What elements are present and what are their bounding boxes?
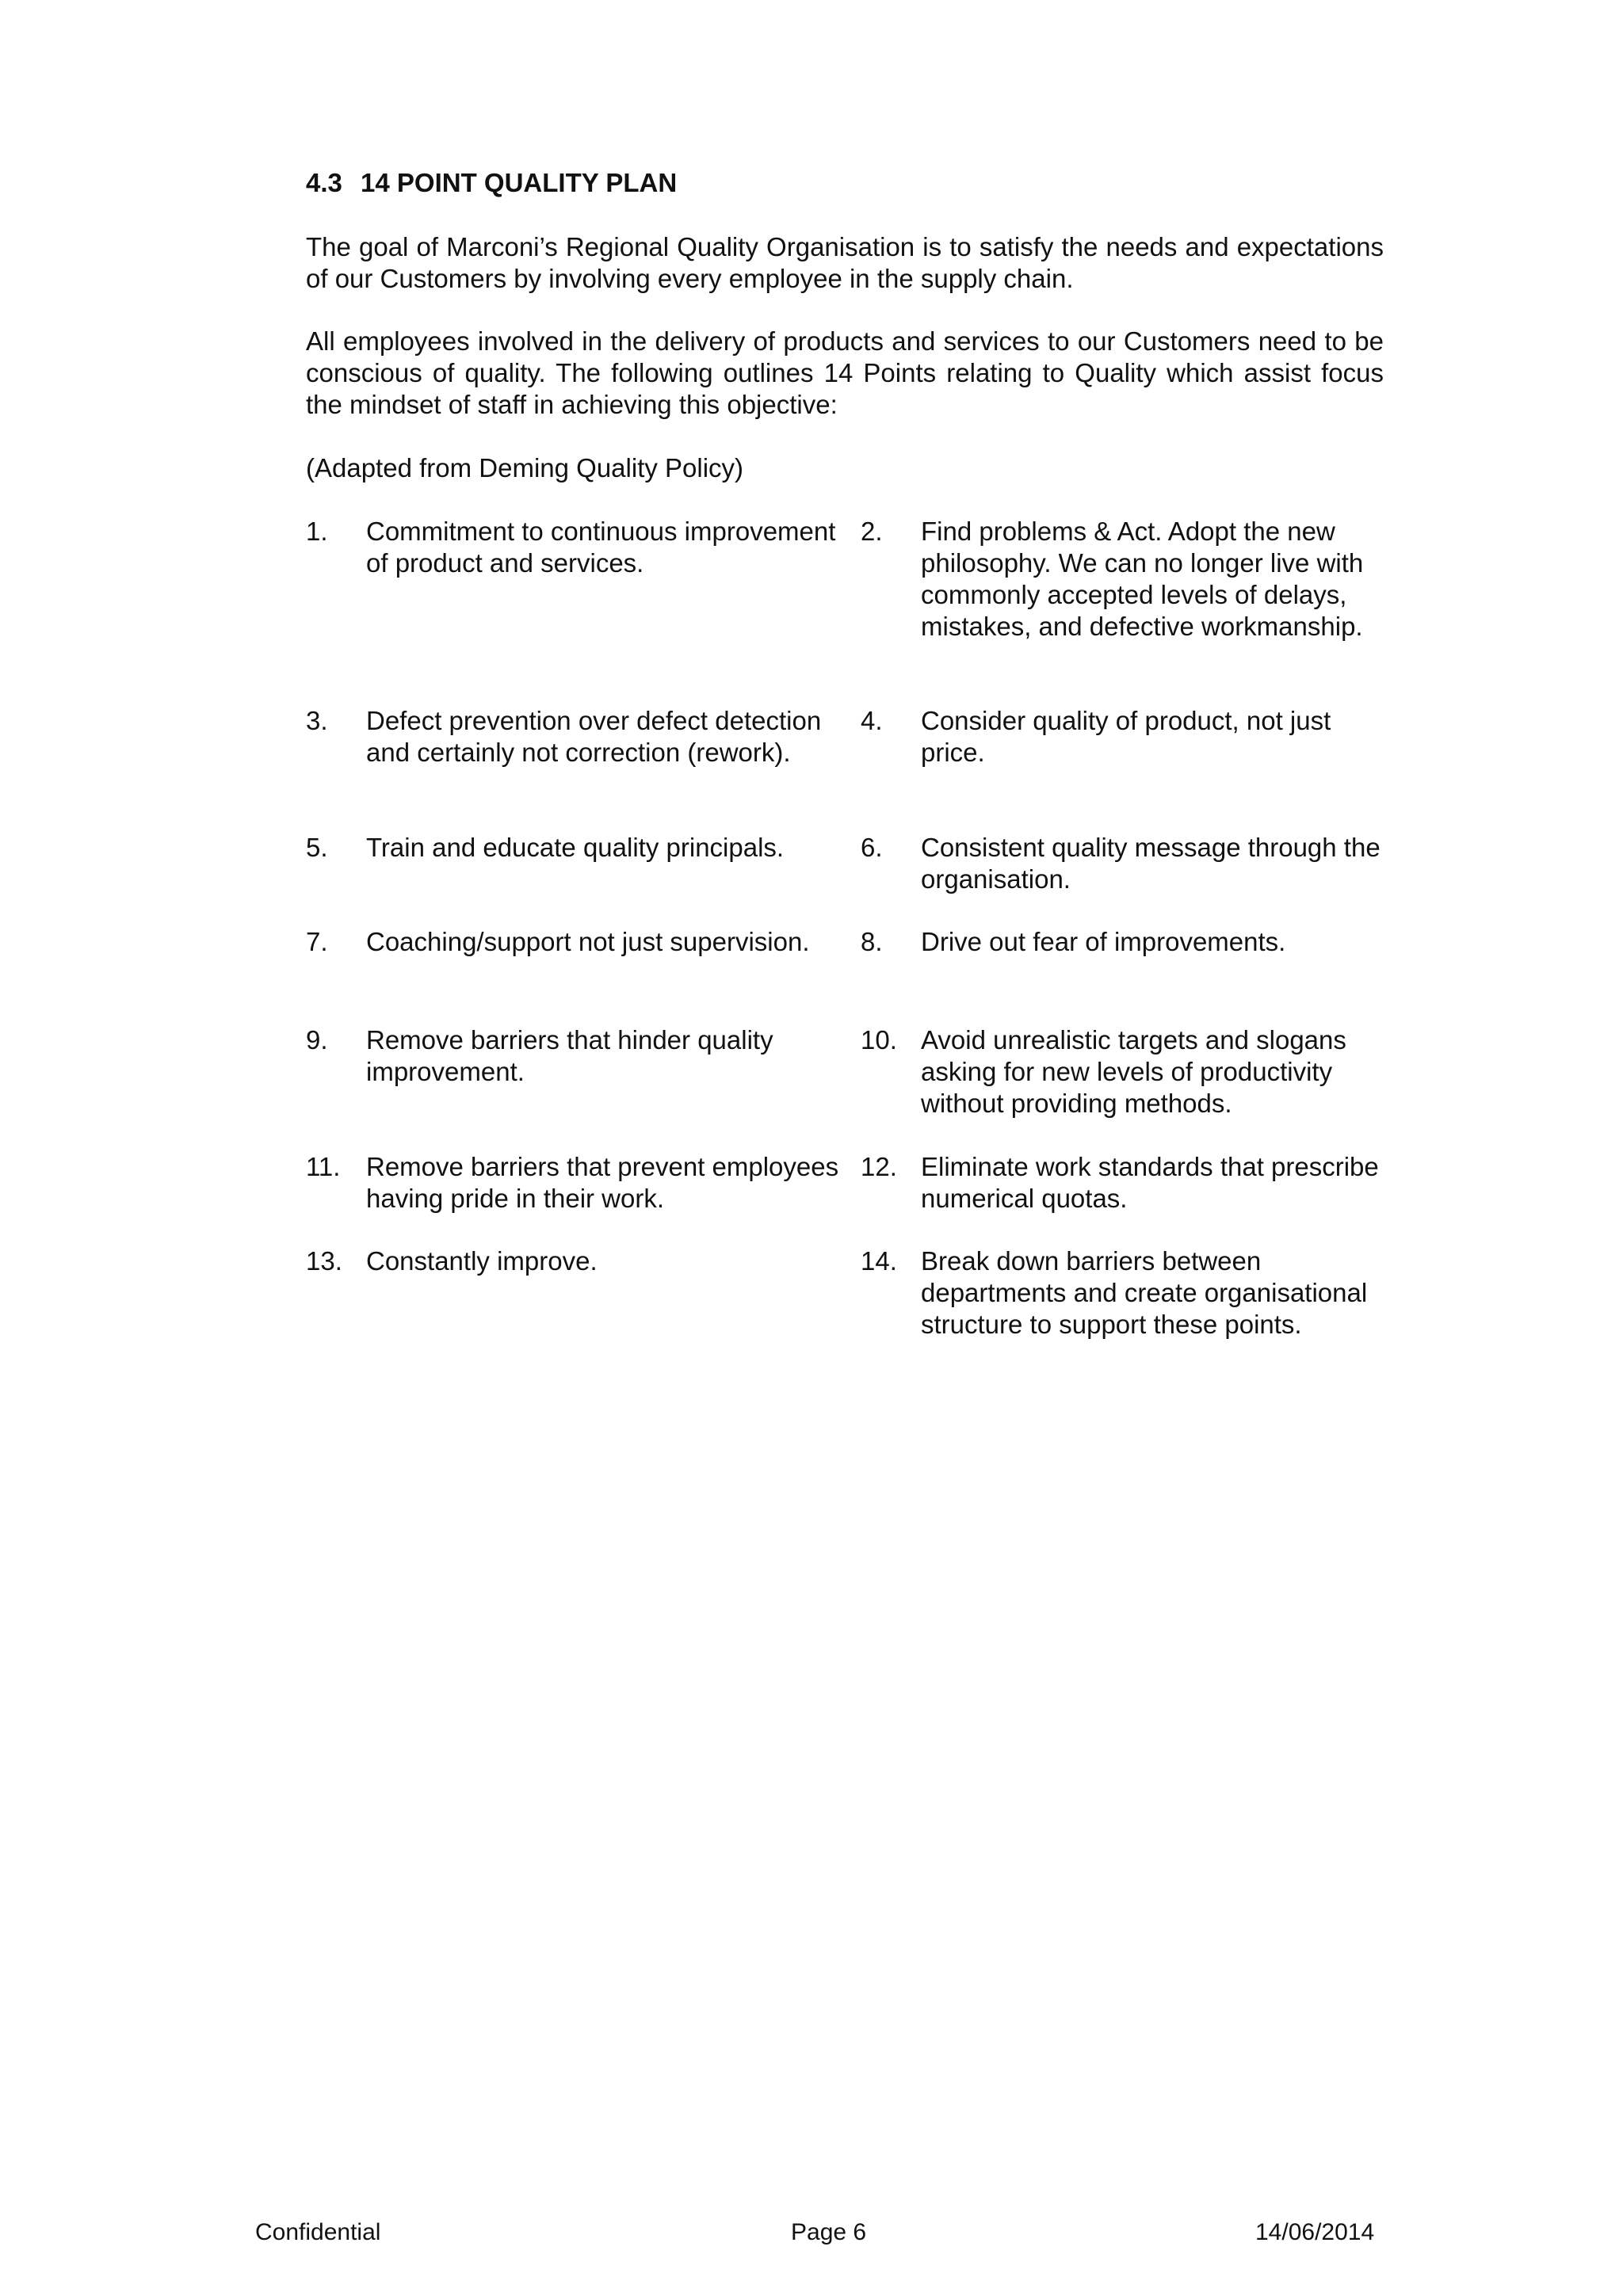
list-item-text: Defect prevention over defect detection and certainly not correction (rework). [366,706,822,767]
employees-paragraph: All employees involved in the delivery of products and services to our Customers need to be conscious of quality. The following outlines 14 Points relating to Quality which assist focus the mindset of staff in achieving this objective: [306,326,1384,419]
section-number: 4.3 [306,168,342,197]
list-item-text: Drive out fear of improvements. [921,927,1286,956]
footer-page-number: Page 6 [791,2219,867,2245]
list-item-text: Remove barriers that hinder quality improvement. [366,1025,773,1086]
list-item-number: 4. [861,706,883,735]
list-item-number: 5. [306,833,328,862]
source-note: (Adapted from Deming Quality Policy) [306,453,744,482]
list-item-number: 3. [306,706,328,735]
list-item-text: Commitment to continuous improvement of product and services. [366,517,836,578]
section-title: 14 POINT QUALITY PLAN [361,168,678,197]
list-item-text: Eliminate work standards that prescribe numerical quotas. [921,1152,1379,1213]
list-item-number: 12. [861,1152,897,1181]
intro-paragraph: The goal of Marconi’s Regional Quality Organisation is to satisfy the needs and expectations of our Customers by involving every employee in the supply chain. [306,232,1384,293]
list-item-text: Remove barriers that prevent employees having pride in their work. [366,1152,839,1213]
list-item-text: Constantly improve. [366,1246,598,1276]
list-item-text: Find problems & Act. Adopt the new philosophy. We can no longer live with commonly accepted levels of delays, mistakes, and defective workmanship. [921,517,1364,641]
list-item-number: 7. [306,927,328,956]
list-item-text: Break down barriers between departments and create organisational structure to support these points. [921,1246,1368,1339]
list-item-number: 14. [861,1246,897,1276]
list-item-number: 13. [306,1246,342,1276]
list-item-number: 8. [861,927,883,956]
list-item-text: Consistent quality message through the organisation. [921,833,1381,894]
list-item-number: 1. [306,517,328,546]
list-item-number: 9. [306,1025,328,1055]
list-item-number: 6. [861,833,883,862]
list-item-number: 11. [306,1152,341,1181]
section-heading [306,167,677,199]
list-item-number: 10. [861,1025,897,1055]
list-item-number: 2. [861,517,883,546]
footer-confidential: Confidential [255,2219,381,2245]
list-item-text: Avoid unrealistic targets and slogans asking for new levels of productivity without providing methods. [921,1025,1346,1118]
list-item-text: Consider quality of product, not just price. [921,706,1331,767]
list-item-text: Train and educate quality principals. [366,833,785,862]
footer-date: 14/06/2014 [1255,2219,1375,2245]
list-item-text: Coaching/support not just supervision. [366,927,810,956]
